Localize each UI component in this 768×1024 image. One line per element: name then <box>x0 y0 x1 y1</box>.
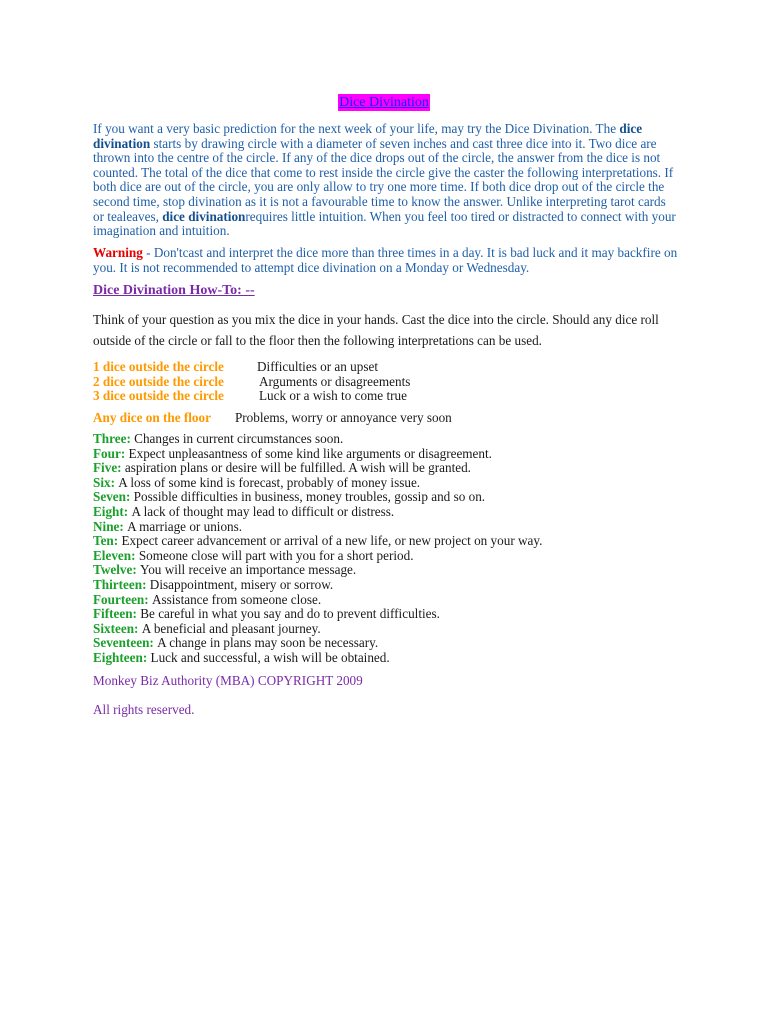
list-item: Fifteen: Be careful in what you say and do to prevent difficulties. <box>93 606 440 622</box>
outside-row-2 <box>93 375 678 390</box>
number-meaning: A beneficial and pleasant journey. <box>141 620 321 636</box>
outside-meaning: Difficulties or an upset <box>257 359 378 374</box>
warning-text: - Don'tcast and interpret the dice more than three times in a day. It is bad luck and it may backfire on you. It is not recommended to attempt dice divination on a Monday or Wednesday. <box>93 245 678 275</box>
intro-bold-1: dice divination <box>93 121 643 151</box>
number-label: Four <box>93 445 121 461</box>
number-meaning: Be careful in what you say and do to prevent difficulties. <box>140 606 440 622</box>
rights-notice: All rights reserved. <box>93 702 195 717</box>
number-meaning: A marriage or unions. <box>127 518 243 534</box>
number-label: Nine <box>93 518 120 534</box>
intro-text-1: If you want a very basic prediction for the next week of your life, may try the Dice Divination. The <box>93 121 620 136</box>
number-meaning: Disappointment, misery or sorrow. <box>149 576 334 592</box>
intro-bold-2: dice divination <box>162 208 246 224</box>
list-item: Six: A loss of some kind is forecast, probably of money issue. <box>93 474 421 490</box>
list-item: Four: Expect unpleasantness of some kind like arguments or disagreement. <box>93 445 492 461</box>
list-item: Five: aspiration plans or desire will be fulfilled. A wish will be granted. <box>93 460 471 476</box>
intro-text-2: starts by drawing circle with a diameter of seven inches and cast three dice into it. Two dice are thrown into the centre of the circle. If any of the dice drops out of the circle, the answer from the dice is not counted. The total of the dice that come to rest inside the circle give the caster the following interpretations. If both dice are out of the circle, you are only allow to try one more time. If both dice drop out of the circle the second time, stop divination as it is not a favourable time to know the answer. Unlike interpreting tarot cards or tealeaves, <box>93 135 674 224</box>
number-meaning: Possible difficulties in business, money troubles, gossip and so on. <box>133 489 486 505</box>
outside-label: 3 dice outside the circle <box>93 388 224 404</box>
list-item: Seventeen: A change in plans may soon be necessary. <box>93 635 379 651</box>
number-meaning: Expect career advancement or arrival of a new life, or new project on your way. <box>121 533 543 549</box>
list-item: Thirteen: Disappointment, misery or sorrow. <box>93 576 334 592</box>
list-item: Twelve: You will receive an importance message. <box>93 562 357 578</box>
list-item: Seven: Possible difficulties in business, money troubles, gossip and so on. <box>93 489 486 505</box>
number-meaning: A lack of thought may lead to difficult or distress. <box>131 503 395 519</box>
intro-text-3: requires little intuition. When you feel too tired or distracted to connect with your imagination and intuition. <box>93 208 676 239</box>
copyright-notice: Monkey Biz Authority (MBA) COPYRIGHT 2009 <box>93 673 363 688</box>
outside-meaning: Luck or a wish to come true <box>259 388 407 404</box>
number-meaning: aspiration plans or desire will be fulfilled. A wish will be granted. <box>124 460 471 476</box>
warning-paragraph <box>93 246 678 275</box>
number-label: Fourteen <box>93 591 145 607</box>
outside-label: 2 dice outside the circle <box>93 373 224 389</box>
instructions-paragraph: Think of your question as you mix the dice in your hands. Cast the dice into the circle. Should any dice roll outside of the circle or fall to the floor then the following interpretations can be used. <box>93 312 659 348</box>
outside-row-1 <box>93 360 678 375</box>
number-meaning: Expect unpleasantness of some kind like arguments or disagreement. <box>128 445 492 461</box>
list-item: Eleven: Someone close will part with you for a short period. <box>93 547 414 563</box>
number-label: Seventeen <box>93 635 150 651</box>
list-item: Eight: A lack of thought may lead to difficult or distress. <box>93 503 395 519</box>
number-label: Thirteen <box>93 576 143 592</box>
floor-row <box>93 410 452 426</box>
number-meaning: Assistance from someone close. <box>151 591 322 607</box>
howto-heading: Dice Divination How-To: -- <box>93 283 255 298</box>
list-item: Fourteen: Assistance from someone close. <box>93 591 322 607</box>
list-item: Eighteen: Luck and successful, a wish will be obtained. <box>93 649 390 665</box>
number-label: Eighteen <box>93 649 143 665</box>
intro-paragraph <box>93 122 678 239</box>
number-meaning: A loss of some kind is forecast, probably of money issue. <box>118 474 421 490</box>
floor-label: Any dice on the floor <box>93 410 211 425</box>
number-label: Fifteen <box>93 606 133 622</box>
number-label: Ten <box>93 533 114 549</box>
number-meaning: Luck and successful, a wish will be obtained. <box>150 649 390 665</box>
number-label: Eleven <box>93 547 132 563</box>
list-item: Nine: A marriage or unions. <box>93 518 243 534</box>
page-title: Dice Divination <box>339 95 429 110</box>
number-label: Eight <box>93 503 124 519</box>
number-meaning: Someone close will part with you for a short period. <box>138 547 414 563</box>
number-meaning: Changes in current circumstances soon. <box>134 431 344 446</box>
number-label: Three <box>93 431 127 446</box>
floor-meaning: Problems, worry or annoyance very soon <box>234 410 452 425</box>
outside-label: 1 dice outside the circle <box>93 359 224 374</box>
list-item: Ten: Expect career advancement or arrival of a new life, or new project on your way. <box>93 533 543 549</box>
number-label: Twelve <box>93 562 133 578</box>
title-container <box>0 93 768 111</box>
number-label: Six <box>93 474 111 490</box>
number-label: Five <box>93 460 118 476</box>
outside-circle-list <box>93 360 678 404</box>
outside-row-3 <box>93 389 678 404</box>
number-interpretations-list <box>93 432 693 666</box>
number-meaning: You will receive an importance message. <box>140 562 357 578</box>
warning-label: Warning <box>93 245 143 260</box>
number-label: Sixteen <box>93 620 135 636</box>
list-item: Three: Changes in current circumstances soon. <box>93 431 344 446</box>
number-meaning: A change in plans may soon be necessary. <box>157 635 379 651</box>
outside-meaning: Arguments or disagreements <box>259 373 411 389</box>
number-label: Seven <box>93 489 126 505</box>
list-item: Sixteen: A beneficial and pleasant journey. <box>93 620 321 636</box>
